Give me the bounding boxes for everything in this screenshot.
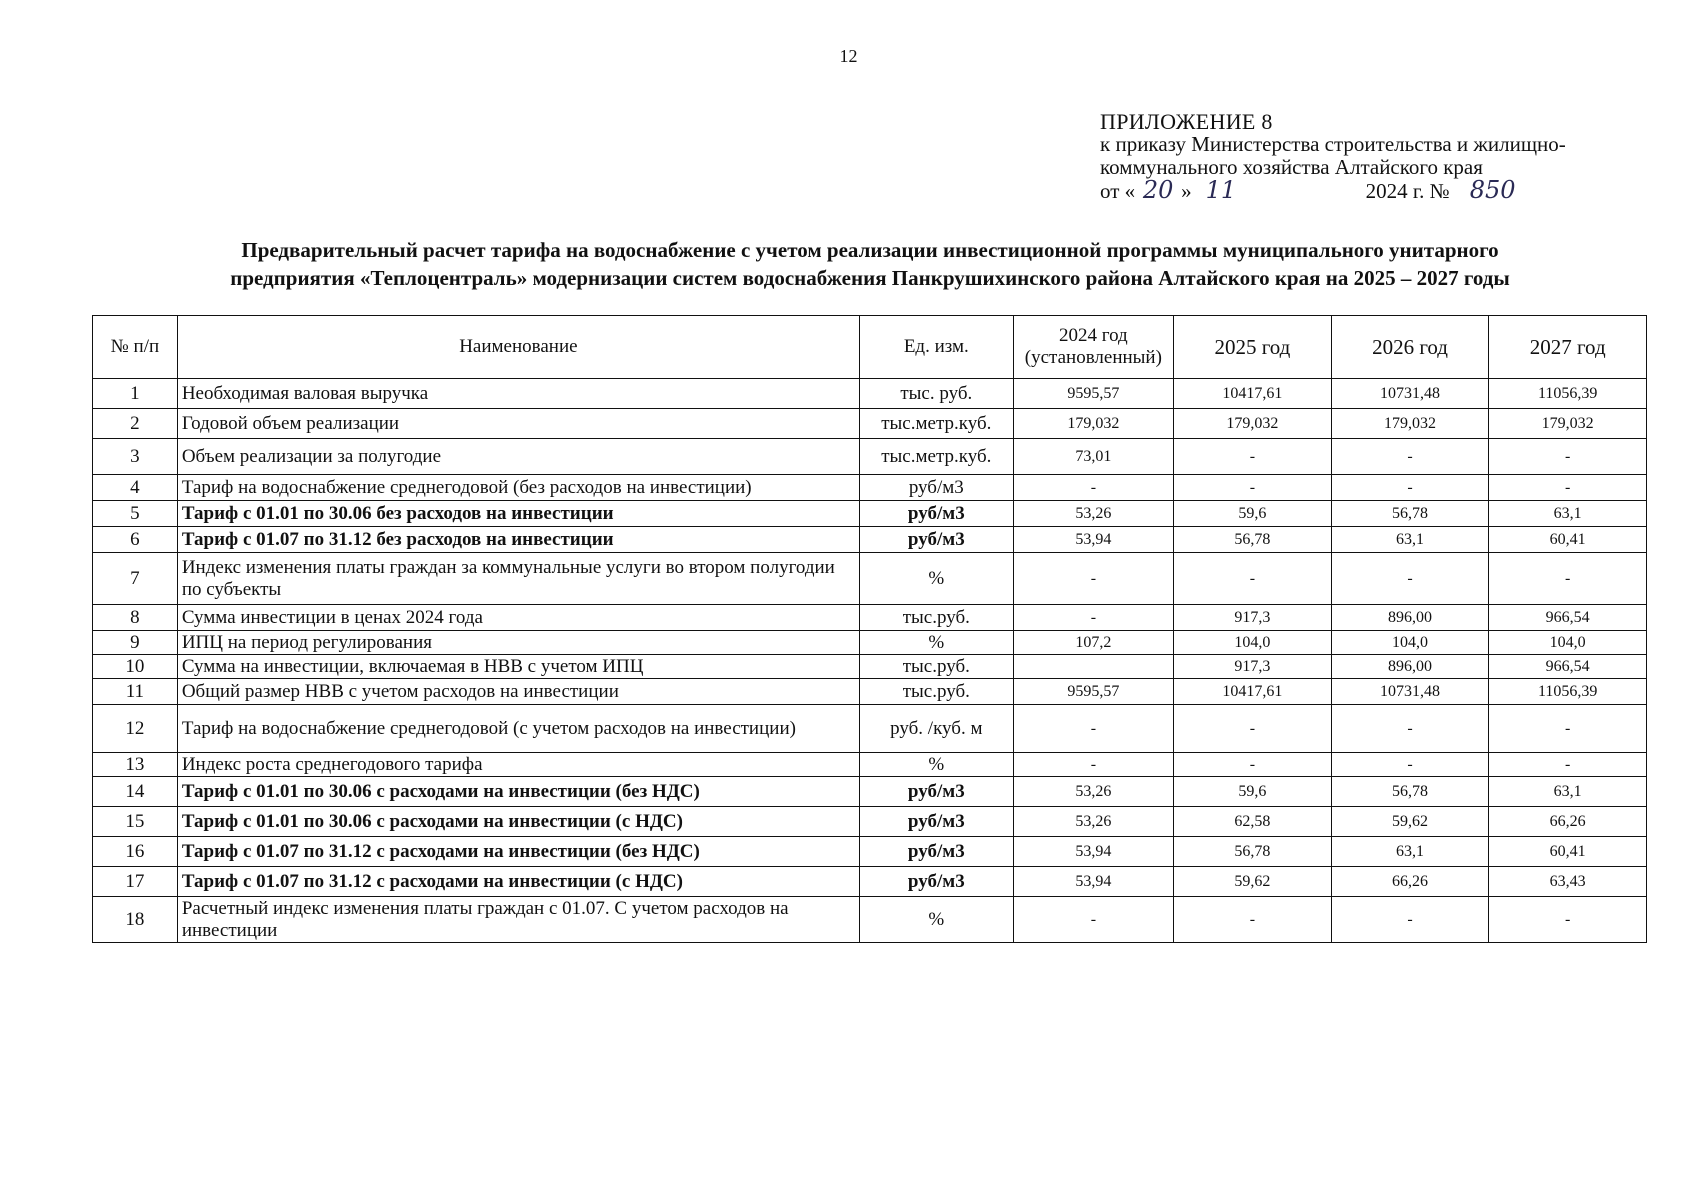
row-unit: руб/м3	[859, 501, 1013, 527]
row-name: ИПЦ на период регулирования	[177, 631, 859, 655]
row-name: Тариф с 01.07 по 31.12 с расходами на инвестиции (с НДС)	[177, 867, 859, 897]
row-number: 4	[93, 475, 178, 501]
row-unit: тыс.руб.	[859, 655, 1013, 679]
value-2024: 179,032	[1013, 409, 1173, 439]
row-name: Тариф с 01.01 по 30.06 с расходами на инвестиции (с НДС)	[177, 807, 859, 837]
value-2024: 9595,57	[1013, 379, 1173, 409]
value-2026: -	[1331, 475, 1489, 501]
value-2027: 966,54	[1489, 605, 1647, 631]
row-unit: руб/м3	[859, 527, 1013, 553]
value-2025: -	[1174, 753, 1332, 777]
header-unit: Ед. изм.	[859, 316, 1013, 379]
row-name: Тариф с 01.07 по 31.12 с расходами на инвестиции (без НДС)	[177, 837, 859, 867]
row-name: Годовой объем реализации	[177, 409, 859, 439]
header-name: Наименование	[177, 316, 859, 379]
tariff-table	[92, 315, 1647, 943]
row-name: Индекс изменения платы граждан за коммунальные услуги во втором полугодии по субъекты	[177, 553, 859, 605]
value-2027: 66,26	[1489, 807, 1647, 837]
value-2025: 59,6	[1174, 777, 1332, 807]
value-2025: 10417,61	[1174, 379, 1332, 409]
value-2025: 104,0	[1174, 631, 1332, 655]
date-mid: »	[1181, 179, 1192, 203]
row-number: 16	[93, 837, 178, 867]
value-2024	[1013, 655, 1173, 679]
value-2025: 917,3	[1174, 605, 1332, 631]
row-name: Сумма на инвестиции, включаемая в НВВ с учетом ИПЦ	[177, 655, 859, 679]
row-name: Объем реализации за полугодие	[177, 439, 859, 475]
value-2025: -	[1174, 439, 1332, 475]
document-heading	[100, 236, 1640, 292]
value-2027: 63,1	[1489, 501, 1647, 527]
value-2025: 56,78	[1174, 837, 1332, 867]
row-number: 10	[93, 655, 178, 679]
value-2025: -	[1174, 553, 1332, 605]
table-row	[93, 605, 1647, 631]
value-2026: -	[1331, 553, 1489, 605]
row-number: 18	[93, 897, 178, 943]
row-name: Индекс роста среднегодового тарифа	[177, 753, 859, 777]
value-2024: 53,94	[1013, 867, 1173, 897]
value-2025: 59,62	[1174, 867, 1332, 897]
table-row	[93, 527, 1647, 553]
row-name: Тариф на водоснабжение среднегодовой (с учетом расходов на инвестиции)	[177, 705, 859, 753]
row-unit: руб/м3	[859, 475, 1013, 501]
value-2027: 11056,39	[1489, 679, 1647, 705]
table-row	[93, 777, 1647, 807]
row-unit: тыс. руб.	[859, 379, 1013, 409]
table-row	[93, 631, 1647, 655]
value-2025: 10417,61	[1174, 679, 1332, 705]
row-number: 15	[93, 807, 178, 837]
table-row	[93, 679, 1647, 705]
value-2027: 966,54	[1489, 655, 1647, 679]
table-row	[93, 705, 1647, 753]
table-row	[93, 655, 1647, 679]
row-unit: руб/м3	[859, 867, 1013, 897]
appendix-date-line	[1100, 176, 1660, 204]
value-2027: -	[1489, 553, 1647, 605]
table-body	[93, 379, 1647, 943]
value-2024: 53,94	[1013, 837, 1173, 867]
value-2024: -	[1013, 553, 1173, 605]
row-unit: тыс.руб.	[859, 679, 1013, 705]
date-prefix: от «	[1100, 179, 1136, 203]
value-2026: 56,78	[1331, 501, 1489, 527]
value-2026: 179,032	[1331, 409, 1489, 439]
row-number: 14	[93, 777, 178, 807]
header-2024: 2024 год (установленный)	[1013, 316, 1173, 379]
year-text: 2024 г. №	[1365, 179, 1450, 203]
heading-line-2: предприятия «Теплоцентраль» модернизации систем водоснабжения Панкрушихинского района Алтайского края на 2025 – 2027 годы	[230, 266, 1510, 290]
handwritten-month: 11	[1205, 176, 1237, 204]
row-number: 9	[93, 631, 178, 655]
value-2024: -	[1013, 753, 1173, 777]
handwritten-order-number: 850	[1469, 176, 1516, 204]
value-2024: -	[1013, 605, 1173, 631]
row-unit: руб/м3	[859, 837, 1013, 867]
value-2024: 53,26	[1013, 807, 1173, 837]
value-2025: 179,032	[1174, 409, 1332, 439]
value-2026: 896,00	[1331, 655, 1489, 679]
page-number: 12	[839, 46, 858, 66]
value-2025: 917,3	[1174, 655, 1332, 679]
value-2024: 107,2	[1013, 631, 1173, 655]
value-2025: 62,58	[1174, 807, 1332, 837]
value-2024: -	[1013, 897, 1173, 943]
row-number: 6	[93, 527, 178, 553]
row-number: 5	[93, 501, 178, 527]
value-2024: 73,01	[1013, 439, 1173, 475]
value-2026: 10731,48	[1331, 379, 1489, 409]
appendix-block	[1100, 110, 1660, 203]
value-2026: 56,78	[1331, 777, 1489, 807]
value-2026: -	[1331, 897, 1489, 943]
table-row	[93, 553, 1647, 605]
table-row	[93, 837, 1647, 867]
value-2027: -	[1489, 897, 1647, 943]
row-unit: руб/м3	[859, 807, 1013, 837]
table-row	[93, 897, 1647, 943]
value-2027: 60,41	[1489, 527, 1647, 553]
row-unit: тыс.руб.	[859, 605, 1013, 631]
value-2026: -	[1331, 705, 1489, 753]
row-unit: %	[859, 897, 1013, 943]
table-row	[93, 807, 1647, 837]
table-row	[93, 475, 1647, 501]
table-header-row	[93, 316, 1647, 379]
value-2026: 10731,48	[1331, 679, 1489, 705]
row-name: Необходимая валовая выручка	[177, 379, 859, 409]
value-2027: -	[1489, 475, 1647, 501]
value-2025: 59,6	[1174, 501, 1332, 527]
value-2024: 9595,57	[1013, 679, 1173, 705]
row-unit: %	[859, 631, 1013, 655]
row-name: Тариф с 01.07 по 31.12 без расходов на инвестиции	[177, 527, 859, 553]
value-2025: 56,78	[1174, 527, 1332, 553]
header-2026: 2026 год	[1331, 316, 1489, 379]
value-2025: -	[1174, 897, 1332, 943]
value-2025: -	[1174, 475, 1332, 501]
value-2027: 60,41	[1489, 837, 1647, 867]
row-number: 3	[93, 439, 178, 475]
row-name: Сумма инвестиции в ценах 2024 года	[177, 605, 859, 631]
appendix-title: ПРИЛОЖЕНИЕ 8	[1100, 109, 1273, 134]
table-row	[93, 439, 1647, 475]
value-2026: -	[1331, 753, 1489, 777]
value-2024: 53,26	[1013, 777, 1173, 807]
row-name: Тариф на водоснабжение среднегодовой (без расходов на инвестиции)	[177, 475, 859, 501]
table-row	[93, 501, 1647, 527]
header-num: № п/п	[93, 316, 178, 379]
value-2024: -	[1013, 705, 1173, 753]
row-unit: %	[859, 753, 1013, 777]
handwritten-day: 20	[1142, 176, 1174, 204]
row-number: 12	[93, 705, 178, 753]
table-row	[93, 753, 1647, 777]
value-2024: -	[1013, 475, 1173, 501]
value-2027: -	[1489, 753, 1647, 777]
value-2024: 53,94	[1013, 527, 1173, 553]
row-unit: тыс.метр.куб.	[859, 409, 1013, 439]
row-number: 17	[93, 867, 178, 897]
header-2025: 2025 год	[1174, 316, 1332, 379]
row-number: 13	[93, 753, 178, 777]
row-unit: %	[859, 553, 1013, 605]
row-unit: руб. /куб. м	[859, 705, 1013, 753]
row-number: 2	[93, 409, 178, 439]
value-2026: 104,0	[1331, 631, 1489, 655]
appendix-line-1: к приказу Министерства строительства и жилищно-	[1100, 132, 1566, 156]
value-2026: 66,26	[1331, 867, 1489, 897]
value-2027: 63,43	[1489, 867, 1647, 897]
table-row	[93, 409, 1647, 439]
value-2027: -	[1489, 439, 1647, 475]
value-2027: 63,1	[1489, 777, 1647, 807]
appendix-line-2: коммунального хозяйства Алтайского края	[1100, 155, 1483, 179]
row-name: Тариф с 01.01 по 30.06 с расходами на инвестиции (без НДС)	[177, 777, 859, 807]
table-row	[93, 379, 1647, 409]
value-2026: 63,1	[1331, 527, 1489, 553]
row-name: Общий размер НВВ с учетом расходов на инвестиции	[177, 679, 859, 705]
value-2025: -	[1174, 705, 1332, 753]
row-unit: руб/м3	[859, 777, 1013, 807]
row-number: 11	[93, 679, 178, 705]
value-2027: -	[1489, 705, 1647, 753]
row-number: 7	[93, 553, 178, 605]
value-2024: 53,26	[1013, 501, 1173, 527]
value-2027: 11056,39	[1489, 379, 1647, 409]
value-2027: 104,0	[1489, 631, 1647, 655]
header-2027: 2027 год	[1489, 316, 1647, 379]
heading-line-1: Предварительный расчет тарифа на водоснабжение с учетом реализации инвестиционной программы муниципального унитарного	[241, 238, 1499, 262]
value-2027: 179,032	[1489, 409, 1647, 439]
table-row	[93, 867, 1647, 897]
value-2026: -	[1331, 439, 1489, 475]
value-2026: 63,1	[1331, 837, 1489, 867]
row-number: 8	[93, 605, 178, 631]
row-name: Расчетный индекс изменения платы граждан с 01.07. С учетом расходов на инвестиции	[177, 897, 859, 943]
row-unit: тыс.метр.куб.	[859, 439, 1013, 475]
value-2026: 896,00	[1331, 605, 1489, 631]
value-2026: 59,62	[1331, 807, 1489, 837]
row-name: Тариф с 01.01 по 30.06 без расходов на инвестиции	[177, 501, 859, 527]
row-number: 1	[93, 379, 178, 409]
